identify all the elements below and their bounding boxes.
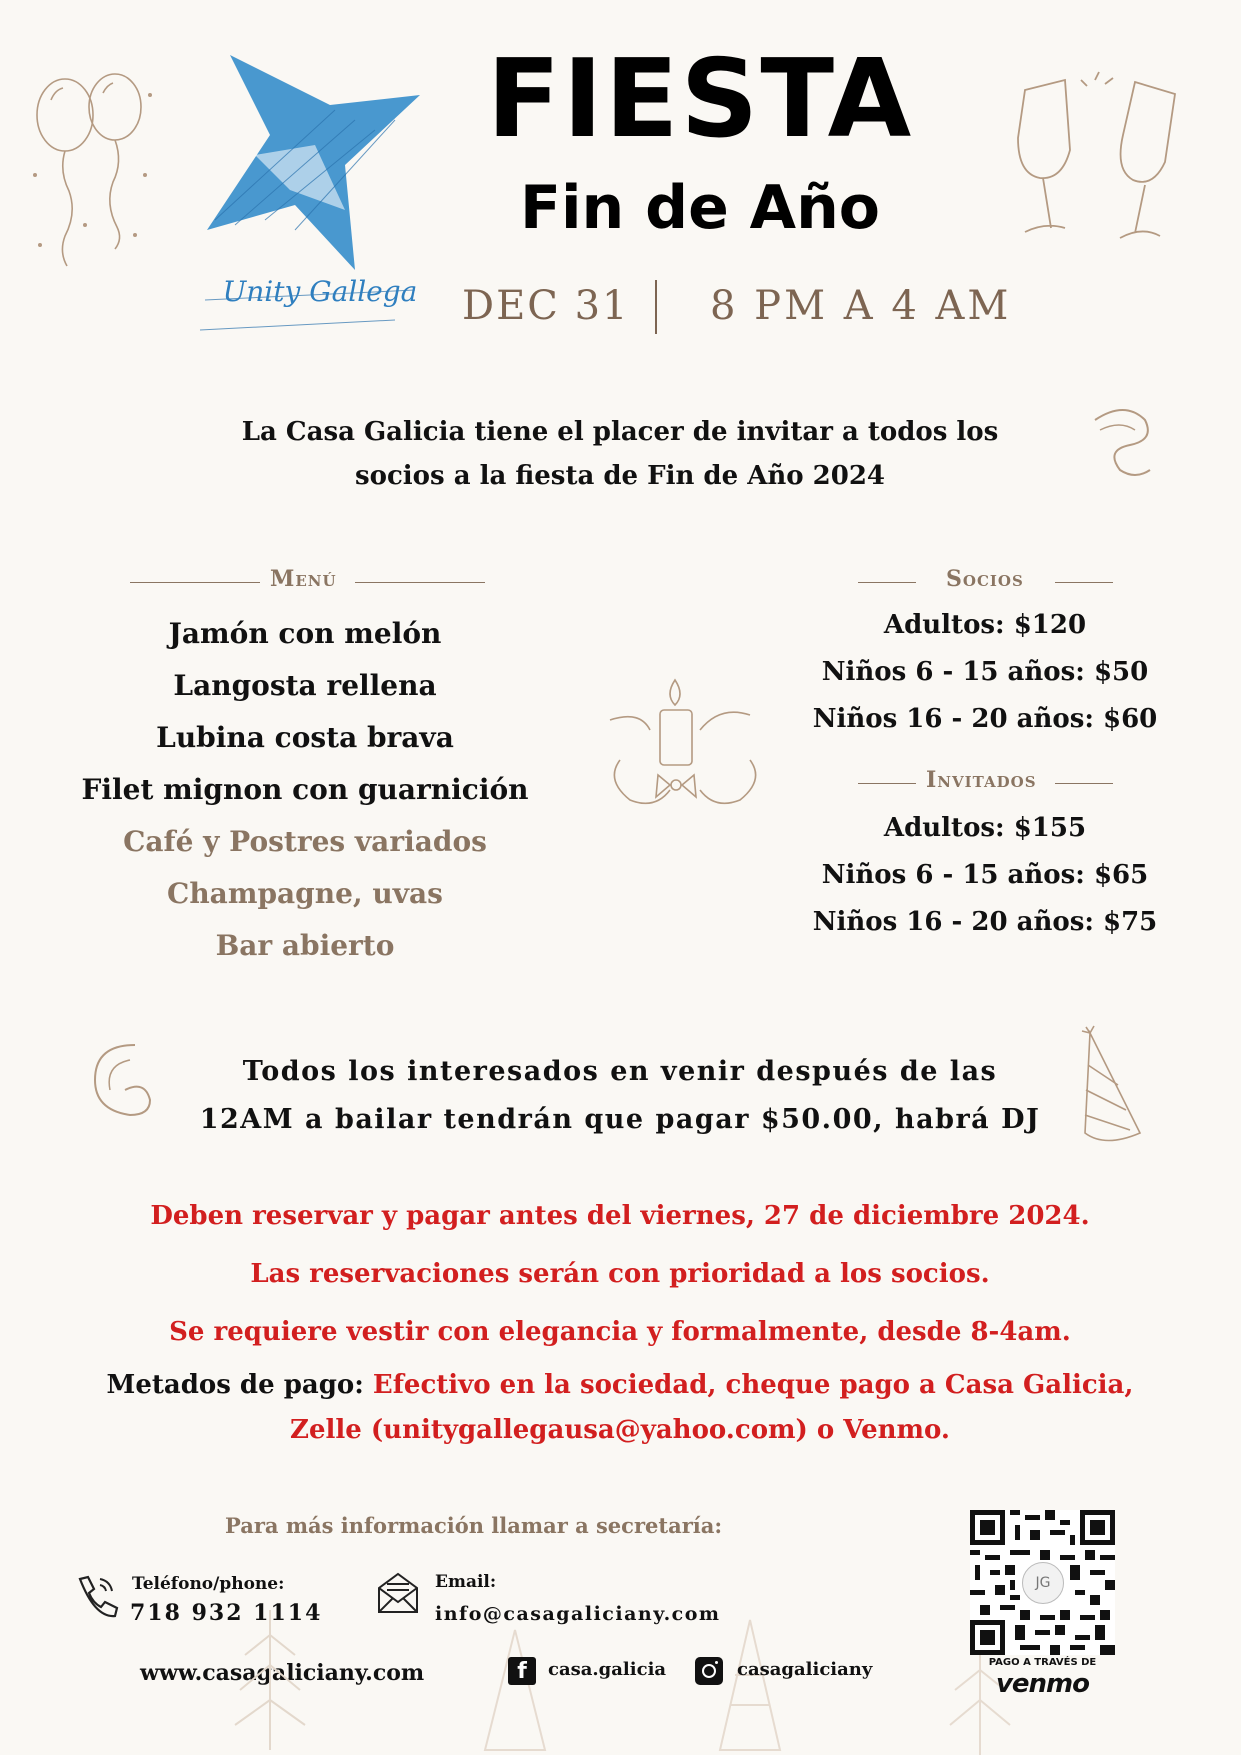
- notices: [50, 1187, 1190, 1451]
- date-divider: [655, 280, 657, 334]
- payment-text: Efectivo en la sociedad, cheque pago a Casa Galicia,: [363, 1370, 1134, 1400]
- intro-text: [200, 410, 1040, 498]
- dance-note: [160, 1048, 1080, 1144]
- page-title: FIESTA: [486, 37, 914, 162]
- logo: [195, 50, 435, 335]
- intro-line-2: socios a la fiesta de Fin de Año 2024: [354, 461, 886, 491]
- intro-line-1: La Casa Galicia tiene el placer de invitar a todos los: [241, 417, 999, 447]
- tree-icon: [230, 1605, 310, 1755]
- menu-list: [60, 608, 550, 972]
- socios-prices: [790, 602, 1180, 743]
- menu-item: Filet mignon con guarnición: [81, 773, 529, 806]
- venmo-logo: venmo: [995, 1669, 1090, 1699]
- menu-item: Lubina costa brava: [156, 721, 454, 754]
- facebook-icon[interactable]: f: [508, 1657, 536, 1685]
- confetti-swirl-icon: [1085, 400, 1155, 480]
- candle-icon: [600, 670, 770, 840]
- phone-label: Teléfono/phone:: [132, 1574, 285, 1594]
- event-time: 8 PM A 4 AM: [710, 283, 1012, 329]
- socios-rule-left: [858, 582, 916, 583]
- tree-icon: [480, 1625, 550, 1755]
- instagram-icon[interactable]: [695, 1657, 723, 1685]
- payment-line: [50, 1361, 1190, 1409]
- payment-line-2: Zelle (unitygallegausa@yahoo.com) o Venmo.: [290, 1415, 950, 1445]
- dance-note-line-2: 12AM a bailar tendrán que pagar $50.00, habrá DJ: [199, 1104, 1041, 1135]
- payment-label: Metados de pago:: [106, 1370, 364, 1400]
- invitados-rule-left: [858, 783, 916, 784]
- balloons-icon: [25, 55, 165, 285]
- phone-number: 718 932 1114: [130, 1600, 323, 1626]
- venmo-caption: PAGO A TRAVÉS DE: [988, 1657, 1097, 1668]
- menu-rule-right: [355, 582, 485, 583]
- notice-line: Se requiere vestir con elegancia y formalmente, desde 8-4am.: [169, 1317, 1071, 1347]
- menu-item: Langosta rellena: [173, 669, 437, 702]
- menu-item: Café y Postres variados: [123, 825, 487, 858]
- dance-note-line-1: Todos los interesados en venir después de las: [242, 1056, 998, 1087]
- email-address[interactable]: info@casagaliciany.com: [435, 1603, 721, 1625]
- price-item: Adultos: $120: [883, 610, 1087, 640]
- phone-icon: [72, 1573, 118, 1619]
- socios-heading: Socios: [946, 566, 1024, 592]
- price-item: Niños 6 - 15 años: $50: [821, 657, 1149, 687]
- invitados-heading: Invitados: [926, 767, 1037, 793]
- party-hat-icon: [1070, 1025, 1150, 1150]
- menu-item: Bar abierto: [215, 929, 395, 962]
- tree-icon: [715, 1615, 785, 1755]
- price-item: Niños 16 - 20 años: $60: [812, 704, 1158, 734]
- notice-line: Deben reservar y pagar antes del viernes, 27 de diciembre 2024.: [150, 1201, 1090, 1231]
- logo-text: Unity Gallega: [222, 275, 418, 308]
- invitados-rule-right: [1055, 783, 1113, 784]
- price-item: Niños 6 - 15 años: $65: [821, 860, 1149, 890]
- info-heading: Para más información llamar a secretaría:: [225, 1513, 723, 1538]
- confetti-swirl-icon: [85, 1035, 155, 1125]
- facebook-handle[interactable]: casa.galicia: [548, 1659, 667, 1680]
- page-subtitle: Fin de Año: [519, 173, 881, 243]
- champagne-glasses-icon: [995, 70, 1205, 260]
- price-item: Adultos: $155: [883, 813, 1087, 843]
- website-link[interactable]: www.casagaliciany.com: [140, 1660, 425, 1686]
- email-icon: [375, 1570, 421, 1616]
- menu-item: Jamón con melón: [168, 617, 442, 650]
- instagram-handle[interactable]: casagaliciany: [737, 1659, 873, 1680]
- venmo-qr-code[interactable]: [970, 1510, 1115, 1655]
- notice-line: Las reservaciones serán con prioridad a los socios.: [250, 1259, 990, 1289]
- socios-rule-right: [1055, 582, 1113, 583]
- menu-item: Champagne, uvas: [167, 877, 443, 910]
- event-date: DEC 31: [462, 283, 630, 329]
- price-item: Niños 16 - 20 años: $75: [812, 907, 1158, 937]
- menu-rule-left: [130, 582, 260, 583]
- invitados-prices: [790, 805, 1180, 946]
- email-label: Email:: [435, 1572, 497, 1592]
- menu-heading: Menú: [270, 566, 337, 592]
- qr-center-badge: JG: [1022, 1562, 1064, 1604]
